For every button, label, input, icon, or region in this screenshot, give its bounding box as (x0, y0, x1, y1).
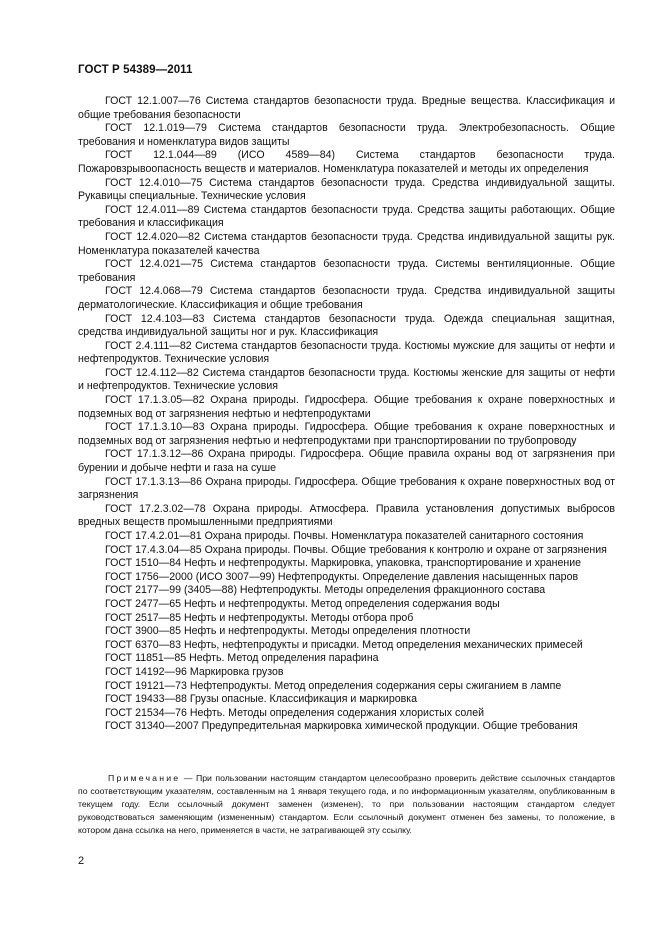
reference-item: ГОСТ 12.1.044—89 (ИСО 4589—84) Система стандартов безопасности труда. Пожаровзрывоопасность веществ и материалов. Номенклатура показателей и методы их определения (78, 149, 615, 175)
reference-item: ГОСТ 2477—65 Нефть и нефтепродукты. Метод определения содержания воды (105, 597, 500, 610)
normative-references-list (78, 95, 615, 734)
reference-item: ГОСТ 17.1.3.10—83 Охрана природы. Гидросфера. Общие требования к охране поверхностных и подземных вод от загрязнения нефтью и нефтепродуктами при транспортировании по трубопроводу (78, 421, 615, 447)
reference-item: ГОСТ 19121—73 Нефтепродукты. Метод определения содержания серы сжиганием в лампе (105, 679, 562, 692)
reference-item: ГОСТ 12.4.011—89 Система стандартов безопасности труда. Средства защиты работающих. Общие требования и классификация (78, 203, 615, 230)
reference-item: ГОСТ 2.4.111—82 Система стандартов безопасности труда. Костюмы мужские для защиты от нефти и нефтепродуктов. Технические условия (78, 339, 615, 366)
page-number: 2 (78, 855, 85, 867)
reference-item: ГОСТ 12.4.103—83 Система стандартов безопасности труда. Одежда специальная защитная, средства индивидуальной защиты ног и рук. Классификация (78, 312, 615, 339)
reference-item: ГОСТ 12.4.112—82 Система стандартов безопасности труда. Костюмы женские для защиты от нефти и нефтепродуктов. Технические условия (78, 366, 615, 393)
reference-item: ГОСТ 17.4.3.04—85 Охрана природы. Почвы. Общие требования к контролю и охране от загрязнения (105, 543, 607, 556)
reference-item: ГОСТ 12.4.068—79 Система стандартов безопасности труда. Средства индивидуальной защиты дерматологические. Классификация и общие требования (78, 285, 615, 311)
reference-item: ГОСТ 1756—2000 (ИСО 3007—99) Нефтепродукты. Определение давления насыщенных паров (105, 570, 579, 583)
reference-item: ГОСТ 12.4.021—75 Система стандартов безопасности труда. Системы вентиляционные. Общие требования (78, 258, 615, 284)
reference-item: ГОСТ 1510—84 Нефть и нефтепродукты. Маркировка, упаковка, транспортирование и хранение (105, 557, 582, 570)
reference-item: ГОСТ 2517—85 Нефть и нефтепродукты. Методы отбора проб (105, 611, 414, 624)
reference-item: ГОСТ 17.4.2.01—81 Охрана природы. Почвы. Номенклатура показателей санитарного состояния (105, 530, 584, 542)
reference-item: ГОСТ 2177—99 (3405—88) Нефтепродукты. Методы определения фракционного состава (105, 584, 546, 597)
reference-item: ГОСТ 12.1.019—79 Система стандартов безопасности труда. Электробезопасность. Общие требования и номенклатура видов защиты (78, 122, 615, 148)
reference-item: ГОСТ 17.1.3.13—86 Охрана природы. Гидросфера. Общие требования к охране поверхностных вод от загрязнения (78, 475, 615, 502)
reference-item: ГОСТ 19433—88 Грузы опасные. Классификация и маркировка (105, 693, 418, 706)
reference-item: ГОСТ 11851—85 Нефть. Метод определения парафина (105, 652, 379, 665)
reference-item: ГОСТ 17.1.3.12—86 Охрана природы. Гидросфера. Общие правила охраны вод от загрязнения при бурении и добыче нефти и газа на суше (78, 448, 615, 475)
reference-item: ГОСТ 6370—83 Нефть, нефтепродукты и присадки. Метод определения механических примесей (105, 638, 583, 651)
reference-item: ГОСТ 17.2.3.02—78 Охрана природы. Атмосфера. Правила установления допустимых выбросов вредных веществ промышленными предприятиями (78, 502, 615, 529)
note-text: — При пользовании настоящим стандартом целесообразно проверить действие ссылочных стандартов по соответствующим указателям, составленным на 1 января текущего года, и по информационным указателям, опубликованным в текущем году. Если ссылочный документ заменен (изменен), то при пользовании настоящим стандартом следует руководствоваться заменяющим (измененным) стандартом. Если ссылочный документ отменен без замены, то положение, в котором дана ссылка на него, применяется в части, не затрагивающей эту ссылку. (78, 773, 615, 836)
reference-item: ГОСТ 12.4.020—82 Система стандартов безопасности труда. Средства индивидуальной защиты рук. Номенклатура показателей качества (78, 230, 615, 257)
reference-item: ГОСТ 21534—76 Нефть. Методы определения содержания хлористых солей (105, 706, 485, 719)
reference-item: ГОСТ 14192—96 Маркировка грузов (105, 665, 284, 678)
reference-item: ГОСТ 31340—2007 Предупредительная маркировка химической продукции. Общие требования (105, 720, 578, 733)
note-block (78, 772, 615, 837)
note-label: Примечание (108, 773, 181, 783)
reference-item: ГОСТ 12.1.007—76 Система стандартов безопасности труда. Вредные вещества. Классификация и общие требования безопасности (78, 95, 615, 121)
reference-item: ГОСТ 17.1.3.05—82 Охрана природы. Гидросфера. Общие требования к охране поверхностных и подземных вод от загрязнения нефтью и нефтепродуктами (78, 394, 615, 420)
document-header: ГОСТ Р 54389—2011 (78, 64, 193, 76)
reference-item: ГОСТ 12.4.010—75 Система стандартов безопасности труда. Средства индивидуальной защиты. Рукавицы специальные. Технические условия (78, 176, 615, 203)
reference-item: ГОСТ 3900—85 Нефть и нефтепродукты. Методы определения плотности (105, 625, 471, 638)
